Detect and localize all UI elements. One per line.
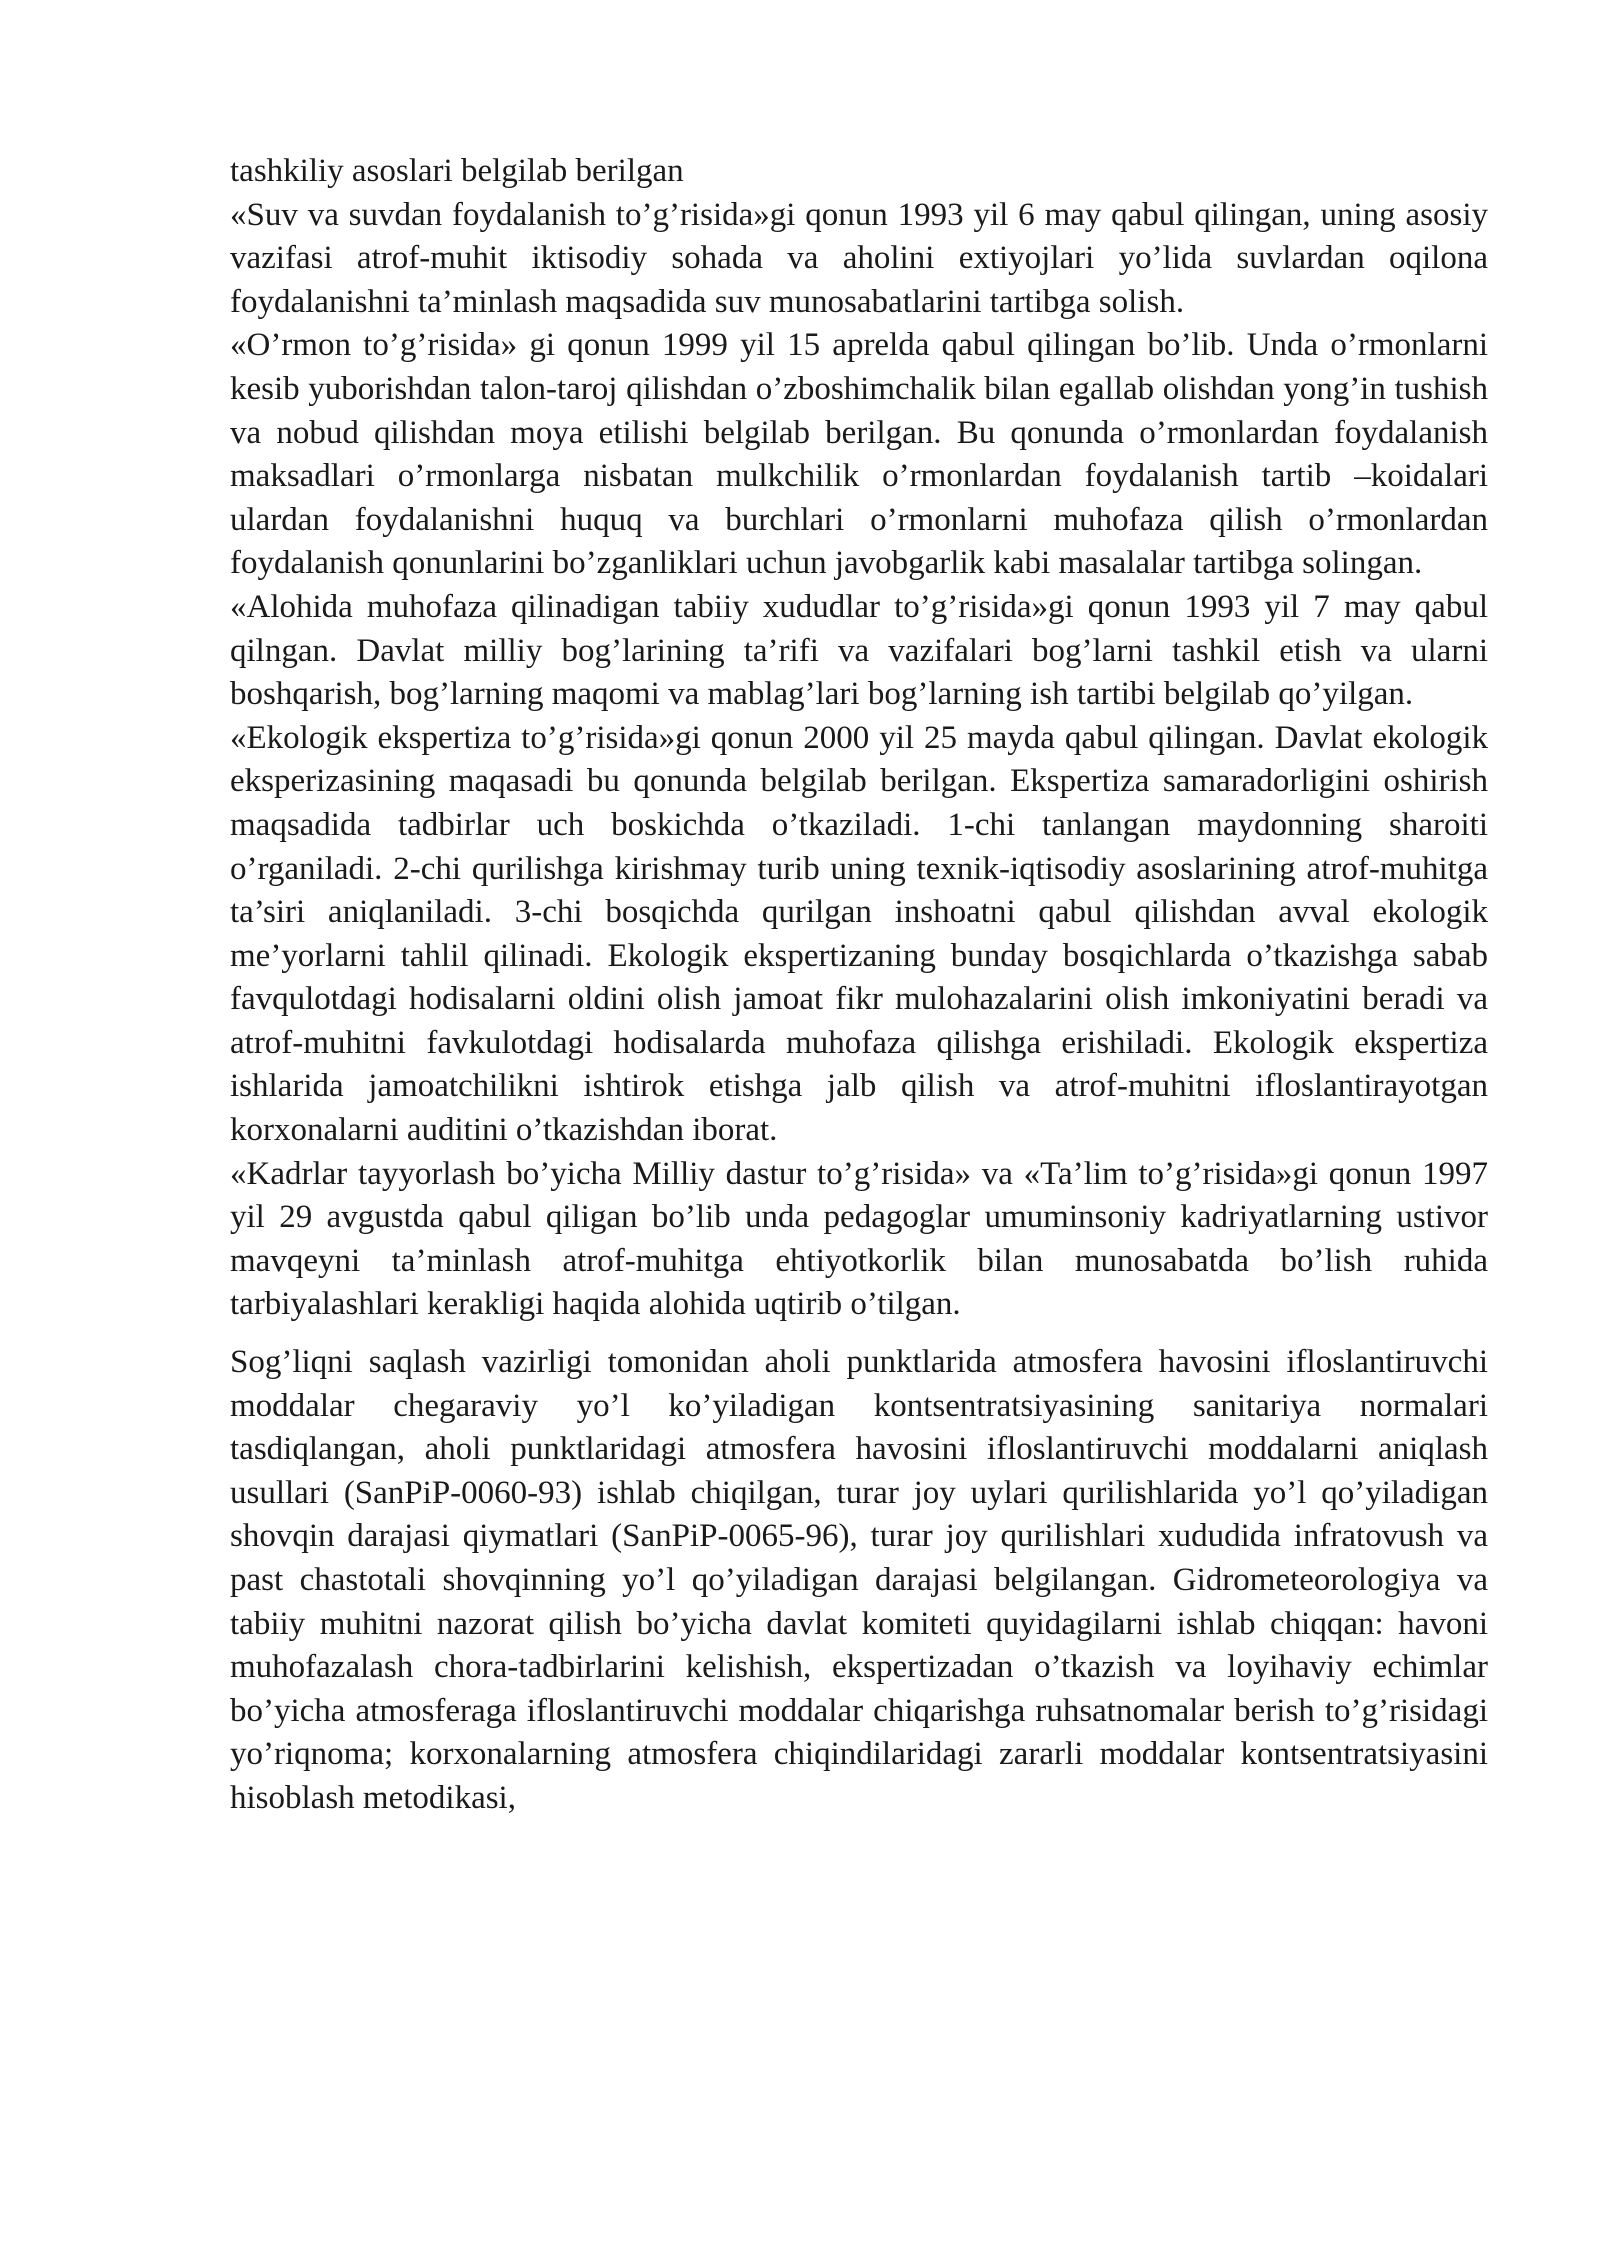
document-page <box>230 150 1488 1821</box>
paragraph-protected-areas-law: «Alohida muhofaza qilinadigan tabiiy xududlar to’g’risida»gi qonun 1993 yil 7 may qabul qilngan. Davlat milliy bog’larining ta’rifi va vazifalari bog’larni tashkil etish va ularni boshqarish, bog’larning maqomi va mablag’lari bog’larning ish tartibi belgilab qo’yilgan. <box>230 588 1488 713</box>
paragraph-intro-fragment: tashkiliy asoslari belgilab berilgan <box>230 153 684 189</box>
paragraph-health-ministry: Sog’liqni saqlash vazirligi tomonidan aholi punktlarida atmosfera havosini ifloslantiruvchi moddalar chegaraviy yo’l ko’yiladigan kontsentratsiyasining sanitariya normalari tasdiqlangan, aholi punktlaridagi atmosfera havosini ifloslantiruvchi moddalarni aniqlash usullari (SanPiP-0060-93) ishlab chiqilgan, turar joy uylari qurilishlarida yo’l qo’yiladigan shovqin darajasi qiymatlari (SanPiP-0065-96), turar joy qurilishlari xududida infratovush va past chastotali shovqinning yo’l qo’yiladigan darajasi belgilangan. Gidrometeorologiya va tabiiy muhitni nazorat qilish bo’yicha davlat komiteti quyidagilarni ishlab chiqqan: havoni muhofazalash chora-tadbirlarini kelishish, ekspertizadan o’tkazish va loyihaviy echimlar bo’yicha atmosferaga ifloslantiruvchi moddalar chiqarishga ruhsatnomalar berish to’g’risidagi yo’riqnoma; korxonalarning atmosfera chiqindilaridagi zararli moddalar kontsentratsiyasini hisoblash metodikasi, <box>230 1344 1488 1816</box>
paragraph-forest-law: «O’rmon to’g’risida» gi qonun 1999 yil 15 aprelda qabul qilingan bo’lib. Unda o’rmonlarni kesib yuborishdan talon-taroj qilishdan o’zboshimchalik bilan egallab olishdan yong’in tushish va nobud qilishdan moya etilishi belgilab berilgan. Bu qonunda o’rmonlardan foydalanish maksadlari o’rmonlarga nisbatan mulkchilik o’rmonlardan foydalanish tartib –koidalari ulardan foydalanishni huquq va burchlari o’rmonlarni muhofaza qilish o’rmonlardan foydalanish qonunlarini bo’zganliklari uchun javobgarlik kabi masalalar tartibga solingan. <box>230 327 1488 582</box>
paragraph-ecological-expertise-law: «Ekologik ekspertiza to’g’risida»gi qonun 2000 yil 25 mayda qabul qilingan. Davlat ekologik eksperizasining maqasadi bu qonunda belgilab berilgan. Ekspertiza samaradorligini oshirish maqsadida tadbirlar uch boskichda o’tkaziladi. 1-chi tanlangan maydonning sharoiti o’rganiladi. 2-chi qurilishga kirishmay turib uning texnik-iqtisodiy asoslarining atrof-muhitga ta’siri aniqlaniladi. 3-chi bosqichda qurilgan inshoatni qabul qilishdan avval ekologik me’yorlarni tahlil qilinadi. Ekologik ekspertizaning bunday bosqichlarda o’tkazishga sabab favqulotdagi hodisalarni oldini olish jamoat fikr mulohazalarini olish imkoniyatini beradi va atrof-muhitni favkulotdagi hodisalarda muhofaza qilishga erishiladi. Ekologik ekspertiza ishlarida jamoatchilikni ishtirok etishga jalb qilish va atrof-muhitni ifloslantirayotgan korxonalarni auditini o’tkazishdan iborat. <box>230 719 1488 1149</box>
paragraph-education-law: «Kadrlar tayyorlash bo’yicha Milliy dastur to’g’risida» va «Ta’lim to’g’risida»gi qonun 1997 yil 29 avgustda qabul qiligan bo’lib unda pedagoglar umuminsoniy kadriyatlarning ustivor mavqeyni ta’minlash atrof-muhitga ehtiyotkorlik bilan munosabatda bo’lish ruhida tarbiyalashlari kerakligi haqida alohida uqtirib o’tilgan. <box>230 1155 1488 1323</box>
paragraph-water-law: «Suv va suvdan foydalanish to’g’risida»gi qonun 1993 yil 6 may qabul qilingan, uning asosiy vazifasi atrof-muhit iktisodiy sohada va aholini extiyojlari yo’lida suvlardan oqilona foydalanishni ta’minlash maqsadida suv munosabatlarini tartibga solish. <box>230 196 1488 320</box>
